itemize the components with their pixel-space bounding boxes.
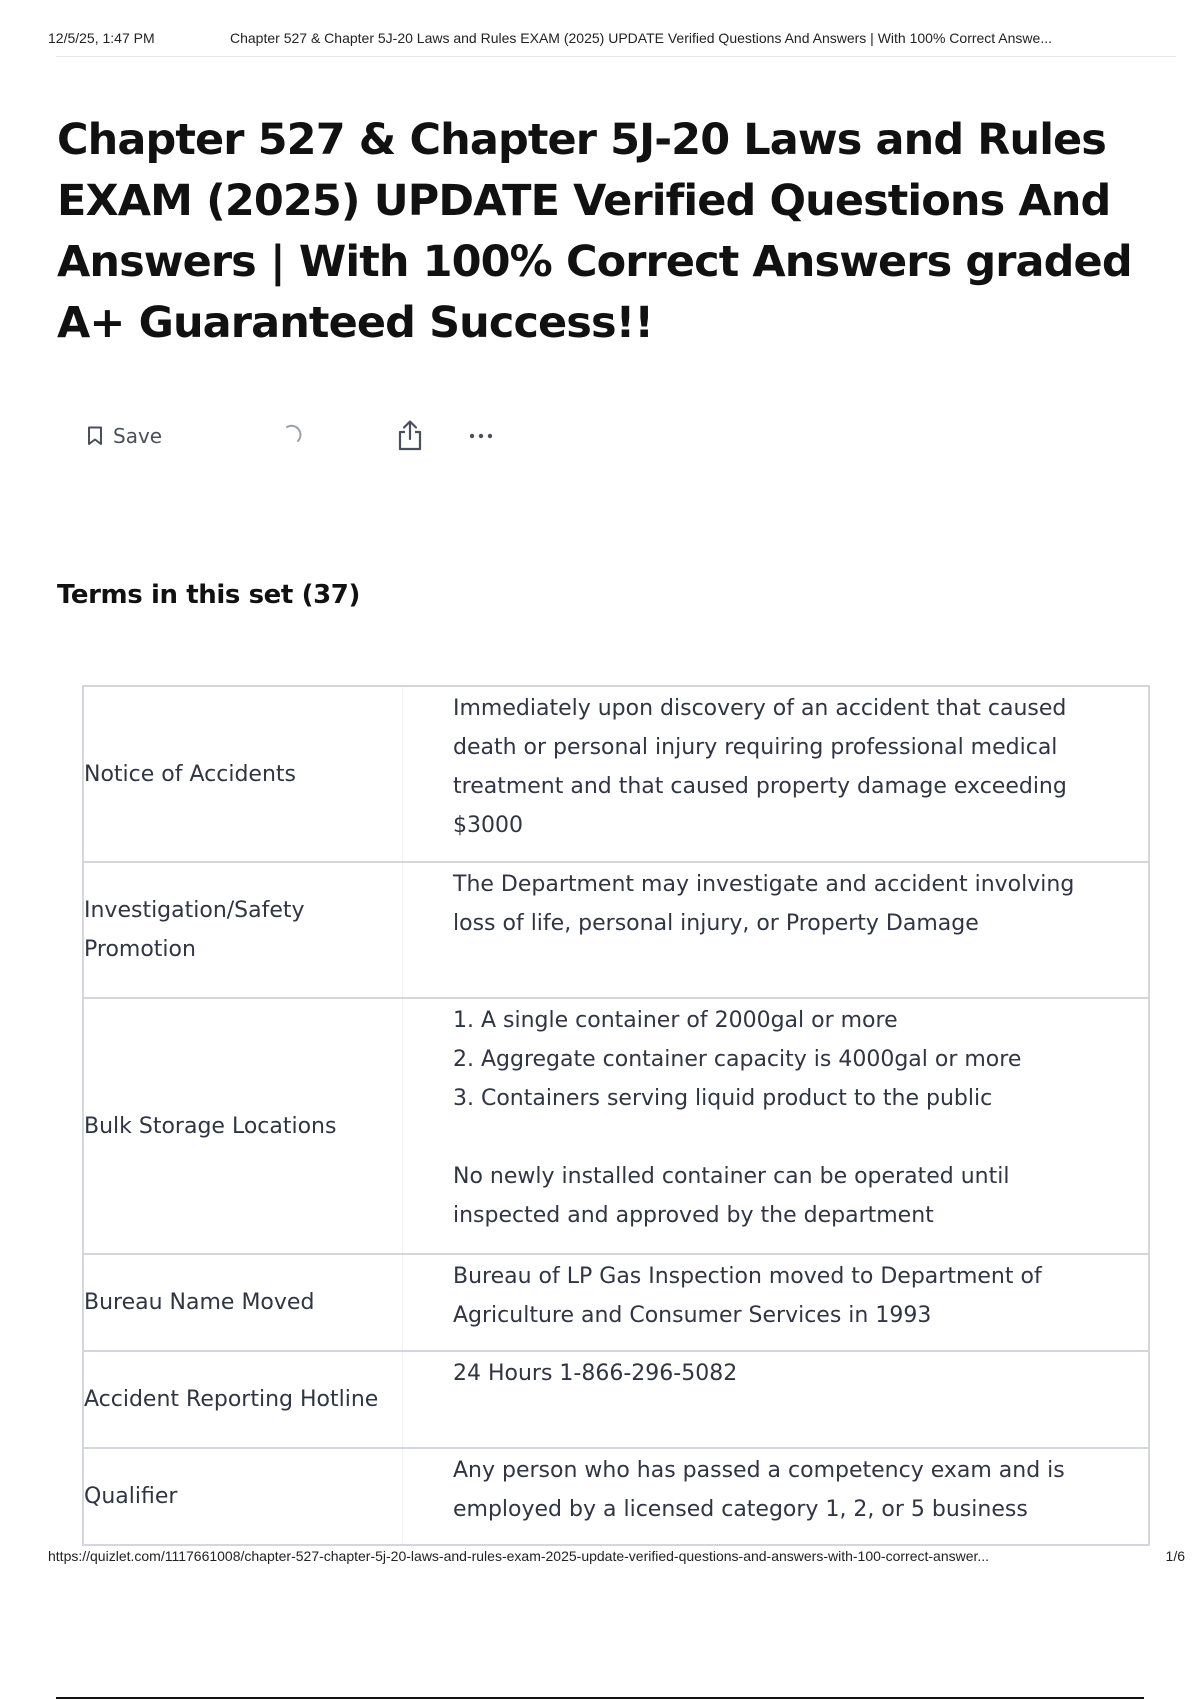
definition-cell: Immediately upon discovery of an accident that caused death or personal injury requiring professional medical treatment and that caused property damage exceeding $3000 [403, 686, 1150, 862]
term-row [83, 1351, 1149, 1448]
print-datetime: 12/5/25, 1:47 PM [48, 30, 155, 46]
term-row [83, 686, 1149, 862]
share-button[interactable] [395, 418, 425, 457]
header-divider [56, 56, 1176, 57]
print-url: https://quizlet.com/1117661008/chapter-527-chapter-5j-20-laws-and-rules-exam-2025-update-verified-questions-and-answers-with-100-correct-answer... [48, 1548, 990, 1564]
term-cell: Investigation/Safety Promotion [83, 862, 403, 998]
definition-cell: Any person who has passed a competency exam and is employed by a licensed category 1, 2, or 5 business [403, 1448, 1150, 1545]
term-cell: Notice of Accidents [83, 686, 403, 862]
term-row [83, 1254, 1149, 1351]
loading-spinner-icon [277, 422, 305, 455]
page-bottom-rule [56, 1697, 1144, 1699]
term-cell: Qualifier [83, 1448, 403, 1545]
term-row [83, 862, 1149, 998]
print-header [48, 30, 1178, 48]
definition-cell: 1. A single container of 2000gal or more 2. Aggregate container capacity is 4000gal or more 3. Containers serving liquid product to the public No newly installed container can be operated until inspected and approved by the department [403, 998, 1150, 1254]
term-cell: Bulk Storage Locations [83, 998, 403, 1254]
terms-heading: Terms in this set (37) [57, 580, 360, 610]
page-number: 1/6 [1165, 1548, 1185, 1564]
print-doc-title: Chapter 527 & Chapter 5J-20 Laws and Rules EXAM (2025) UPDATE Verified Questions And Answers | With 100% Correct Answe... [230, 30, 1052, 46]
term-cell: Accident Reporting Hotline [83, 1351, 403, 1448]
term-row [83, 998, 1149, 1254]
share-icon [395, 439, 425, 456]
definition-cell: 24 Hours 1-866-296-5082 [403, 1351, 1150, 1448]
save-button[interactable] [87, 418, 162, 454]
more-options-button[interactable] [467, 422, 497, 455]
term-cell: Bureau Name Moved [83, 1254, 403, 1351]
bookmark-icon [87, 426, 103, 446]
terms-table [82, 685, 1150, 1546]
definition-cell: Bureau of LP Gas Inspection moved to Department of Agriculture and Consumer Services in 1993 [403, 1254, 1150, 1351]
print-footer [48, 1548, 1185, 1566]
definition-cell: The Department may investigate and accident involving loss of life, personal injury, or Property Damage [403, 862, 1150, 998]
more-icon [467, 437, 497, 454]
save-label: Save [113, 424, 163, 448]
page-title: Chapter 527 & Chapter 5J-20 Laws and Rules EXAM (2025) UPDATE Verified Questions And Answers | With 100% Correct Answers graded A+ Guaranteed Success!! [57, 115, 1132, 348]
term-row [83, 1448, 1149, 1545]
